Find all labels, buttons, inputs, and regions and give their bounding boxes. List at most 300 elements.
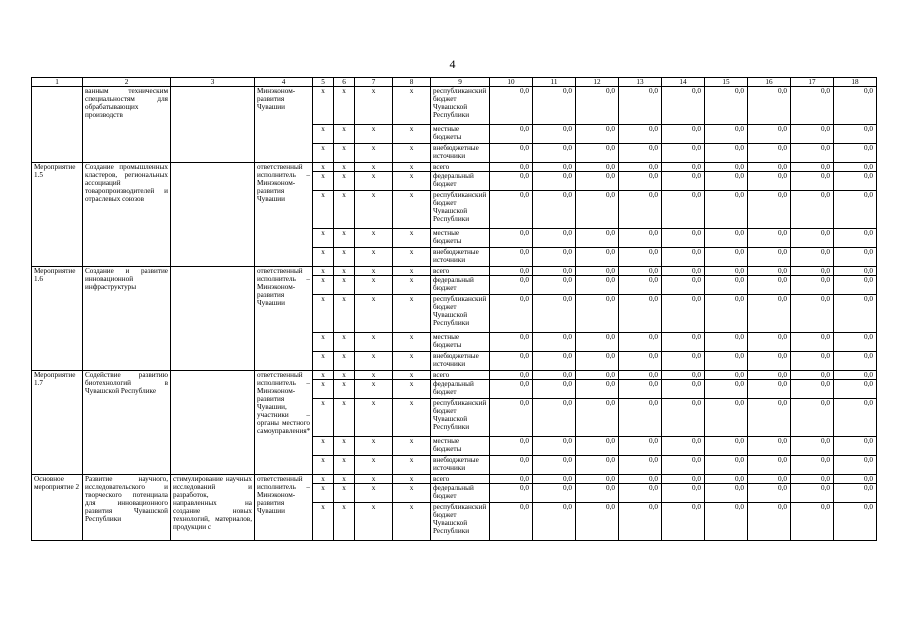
code-cell: x xyxy=(334,380,355,399)
value-cell: 0,0 xyxy=(791,276,834,295)
value-cell: 0,0 xyxy=(791,295,834,333)
value-cell: 0,0 xyxy=(662,475,705,484)
column-number-cell: 6 xyxy=(334,78,355,87)
value-cell: 0,0 xyxy=(576,267,619,276)
column-number-cell: 5 xyxy=(313,78,334,87)
code-cell: x xyxy=(313,484,334,503)
value-cell: 0,0 xyxy=(748,399,791,437)
value-cell: 0,0 xyxy=(533,276,576,295)
value-cell: 0,0 xyxy=(490,229,533,248)
code-cell: x xyxy=(313,475,334,484)
funding-source-cell: республиканский бюджет Чувашской Республики xyxy=(431,399,490,437)
value-cell: 0,0 xyxy=(705,163,748,172)
value-cell: 0,0 xyxy=(576,475,619,484)
value-cell: 0,0 xyxy=(533,437,576,456)
column-number-cell: 7 xyxy=(355,78,393,87)
value-cell: 0,0 xyxy=(533,87,576,125)
value-cell: 0,0 xyxy=(533,295,576,333)
column-number-cell: 10 xyxy=(490,78,533,87)
funding-source-cell: местные бюджеты xyxy=(431,229,490,248)
funding-source-cell: внебюджетные источники xyxy=(431,248,490,267)
code-cell: x xyxy=(393,371,431,380)
code-cell: x xyxy=(334,475,355,484)
funding-source-cell: внебюджетные источники xyxy=(431,352,490,371)
value-cell: 0,0 xyxy=(748,248,791,267)
value-cell: 0,0 xyxy=(834,248,877,267)
value-cell: 0,0 xyxy=(533,456,576,475)
column-number-cell: 18 xyxy=(834,78,877,87)
value-cell: 0,0 xyxy=(748,172,791,191)
value-cell: 0,0 xyxy=(490,437,533,456)
table-row xyxy=(32,163,877,172)
value-cell: 0,0 xyxy=(834,371,877,380)
value-cell: 0,0 xyxy=(705,267,748,276)
measure-name-cell: Создание и развитие инновационной инфраструктуры xyxy=(83,267,171,371)
value-cell: 0,0 xyxy=(619,333,662,352)
value-cell: 0,0 xyxy=(619,125,662,144)
funding-source-cell: всего xyxy=(431,267,490,276)
measure-label-cell: Мероприятие 1.5 xyxy=(32,163,83,267)
value-cell: 0,0 xyxy=(490,380,533,399)
funding-source-cell: внебюджетные источники xyxy=(431,144,490,163)
measure-goal-cell xyxy=(171,267,255,371)
code-cell: x xyxy=(313,295,334,333)
column-number-row xyxy=(32,78,877,87)
budget-table xyxy=(31,77,877,541)
value-cell: 0,0 xyxy=(533,191,576,229)
code-cell: x xyxy=(334,267,355,276)
code-cell: x xyxy=(355,456,393,475)
value-cell: 0,0 xyxy=(490,399,533,437)
value-cell: 0,0 xyxy=(619,380,662,399)
value-cell: 0,0 xyxy=(662,380,705,399)
value-cell: 0,0 xyxy=(533,399,576,437)
value-cell: 0,0 xyxy=(619,456,662,475)
code-cell: x xyxy=(355,352,393,371)
value-cell: 0,0 xyxy=(490,172,533,191)
value-cell: 0,0 xyxy=(834,144,877,163)
code-cell: x xyxy=(393,267,431,276)
code-cell: x xyxy=(393,352,431,371)
column-number-cell: 1 xyxy=(32,78,83,87)
measure-label-cell: Мероприятие 1.6 xyxy=(32,267,83,371)
value-cell: 0,0 xyxy=(791,172,834,191)
column-number-cell: 16 xyxy=(748,78,791,87)
value-cell: 0,0 xyxy=(748,503,791,541)
value-cell: 0,0 xyxy=(834,87,877,125)
value-cell: 0,0 xyxy=(748,456,791,475)
measure-label-cell: Мероприятие 1.7 xyxy=(32,371,83,475)
value-cell: 0,0 xyxy=(834,172,877,191)
value-cell: 0,0 xyxy=(748,276,791,295)
code-cell: x xyxy=(313,437,334,456)
table-row xyxy=(32,371,877,380)
value-cell: 0,0 xyxy=(490,475,533,484)
code-cell: x xyxy=(355,144,393,163)
value-cell: 0,0 xyxy=(834,333,877,352)
code-cell: x xyxy=(393,503,431,541)
code-cell: x xyxy=(334,87,355,125)
value-cell: 0,0 xyxy=(834,352,877,371)
value-cell: 0,0 xyxy=(490,352,533,371)
code-cell: x xyxy=(334,399,355,437)
table-row xyxy=(32,475,877,484)
value-cell: 0,0 xyxy=(533,267,576,276)
value-cell: 0,0 xyxy=(533,371,576,380)
value-cell: 0,0 xyxy=(748,437,791,456)
code-cell: x xyxy=(393,333,431,352)
funding-source-cell: республиканский бюджет Чувашской Республики xyxy=(431,503,490,541)
code-cell: x xyxy=(393,475,431,484)
code-cell: x xyxy=(313,333,334,352)
value-cell: 0,0 xyxy=(834,399,877,437)
value-cell: 0,0 xyxy=(490,144,533,163)
value-cell: 0,0 xyxy=(705,229,748,248)
value-cell: 0,0 xyxy=(576,125,619,144)
value-cell: 0,0 xyxy=(705,276,748,295)
value-cell: 0,0 xyxy=(576,276,619,295)
measure-name-cell: Создание промышленных кластеров, региональных ассоциаций товаропроизводителей и отраслевых союзов xyxy=(83,163,171,267)
value-cell: 0,0 xyxy=(834,276,877,295)
code-cell: x xyxy=(393,144,431,163)
column-number-cell: 11 xyxy=(533,78,576,87)
code-cell: x xyxy=(334,437,355,456)
value-cell: 0,0 xyxy=(834,503,877,541)
value-cell: 0,0 xyxy=(533,503,576,541)
code-cell: x xyxy=(355,503,393,541)
measure-goal-cell xyxy=(171,87,255,163)
value-cell: 0,0 xyxy=(576,456,619,475)
value-cell: 0,0 xyxy=(619,87,662,125)
value-cell: 0,0 xyxy=(748,371,791,380)
value-cell: 0,0 xyxy=(576,399,619,437)
value-cell: 0,0 xyxy=(705,352,748,371)
code-cell: x xyxy=(334,295,355,333)
value-cell: 0,0 xyxy=(662,267,705,276)
code-cell: x xyxy=(355,475,393,484)
code-cell: x xyxy=(355,267,393,276)
value-cell: 0,0 xyxy=(662,163,705,172)
value-cell: 0,0 xyxy=(705,333,748,352)
value-cell: 0,0 xyxy=(834,295,877,333)
column-number-cell: 9 xyxy=(431,78,490,87)
funding-source-cell: федеральный бюджет xyxy=(431,484,490,503)
responsible-cell: ответственный исполнитель – Минэконом-развития Чувашии xyxy=(255,475,313,541)
code-cell: x xyxy=(393,484,431,503)
code-cell: x xyxy=(313,191,334,229)
code-cell: x xyxy=(313,163,334,172)
code-cell: x xyxy=(313,125,334,144)
measure-name-cell: Развитие научного, исследовательского и творческого потенциала для инновационного развития Чувашской Республики xyxy=(83,475,171,541)
table-row xyxy=(32,87,877,125)
value-cell: 0,0 xyxy=(662,276,705,295)
value-cell: 0,0 xyxy=(791,333,834,352)
value-cell: 0,0 xyxy=(662,484,705,503)
value-cell: 0,0 xyxy=(619,144,662,163)
column-number-cell: 2 xyxy=(83,78,171,87)
value-cell: 0,0 xyxy=(662,295,705,333)
value-cell: 0,0 xyxy=(576,229,619,248)
code-cell: x xyxy=(393,276,431,295)
funding-source-cell: местные бюджеты xyxy=(431,125,490,144)
value-cell: 0,0 xyxy=(576,371,619,380)
value-cell: 0,0 xyxy=(834,437,877,456)
value-cell: 0,0 xyxy=(705,503,748,541)
code-cell: x xyxy=(355,87,393,125)
code-cell: x xyxy=(355,333,393,352)
value-cell: 0,0 xyxy=(619,248,662,267)
value-cell: 0,0 xyxy=(576,144,619,163)
value-cell: 0,0 xyxy=(619,437,662,456)
value-cell: 0,0 xyxy=(490,125,533,144)
value-cell: 0,0 xyxy=(490,267,533,276)
responsible-cell: ответственный исполнитель – Минэконом-развития Чувашии, участники – органы местного самоуправления* xyxy=(255,371,313,475)
value-cell: 0,0 xyxy=(619,172,662,191)
value-cell: 0,0 xyxy=(662,371,705,380)
code-cell: x xyxy=(334,371,355,380)
funding-source-cell: всего xyxy=(431,475,490,484)
code-cell: x xyxy=(393,172,431,191)
value-cell: 0,0 xyxy=(533,144,576,163)
value-cell: 0,0 xyxy=(791,484,834,503)
value-cell: 0,0 xyxy=(705,295,748,333)
code-cell: x xyxy=(334,191,355,229)
value-cell: 0,0 xyxy=(662,352,705,371)
value-cell: 0,0 xyxy=(533,229,576,248)
measure-label-cell: Основное мероприятие 2 xyxy=(32,475,83,541)
funding-source-cell: всего xyxy=(431,163,490,172)
column-number-cell: 3 xyxy=(171,78,255,87)
value-cell: 0,0 xyxy=(791,380,834,399)
value-cell: 0,0 xyxy=(662,333,705,352)
value-cell: 0,0 xyxy=(834,191,877,229)
value-cell: 0,0 xyxy=(619,503,662,541)
value-cell: 0,0 xyxy=(705,172,748,191)
value-cell: 0,0 xyxy=(748,229,791,248)
code-cell: x xyxy=(334,456,355,475)
code-cell: x xyxy=(313,248,334,267)
code-cell: x xyxy=(355,229,393,248)
value-cell: 0,0 xyxy=(791,229,834,248)
funding-source-cell: всего xyxy=(431,371,490,380)
value-cell: 0,0 xyxy=(533,172,576,191)
code-cell: x xyxy=(355,125,393,144)
column-number-cell: 8 xyxy=(393,78,431,87)
value-cell: 0,0 xyxy=(791,371,834,380)
value-cell: 0,0 xyxy=(662,172,705,191)
measure-label-cell xyxy=(32,87,83,163)
value-cell: 0,0 xyxy=(490,503,533,541)
value-cell: 0,0 xyxy=(662,229,705,248)
value-cell: 0,0 xyxy=(662,125,705,144)
code-cell: x xyxy=(334,172,355,191)
value-cell: 0,0 xyxy=(705,456,748,475)
code-cell: x xyxy=(355,248,393,267)
value-cell: 0,0 xyxy=(705,144,748,163)
value-cell: 0,0 xyxy=(791,456,834,475)
measure-name-cell: ванным техническим специальностям для обрабатывающих производств xyxy=(83,87,171,163)
value-cell: 0,0 xyxy=(662,144,705,163)
code-cell: x xyxy=(313,144,334,163)
responsible-cell: Минэконом-развития Чувашии xyxy=(255,87,313,163)
value-cell: 0,0 xyxy=(748,333,791,352)
measure-goal-cell xyxy=(171,163,255,267)
value-cell: 0,0 xyxy=(490,295,533,333)
funding-source-cell: внебюджетные источники xyxy=(431,456,490,475)
code-cell: x xyxy=(393,437,431,456)
code-cell: x xyxy=(313,87,334,125)
code-cell: x xyxy=(334,248,355,267)
value-cell: 0,0 xyxy=(619,191,662,229)
column-number-cell: 14 xyxy=(662,78,705,87)
value-cell: 0,0 xyxy=(576,172,619,191)
value-cell: 0,0 xyxy=(748,475,791,484)
value-cell: 0,0 xyxy=(705,484,748,503)
code-cell: x xyxy=(355,163,393,172)
value-cell: 0,0 xyxy=(791,144,834,163)
table-body xyxy=(32,78,877,541)
value-cell: 0,0 xyxy=(533,380,576,399)
value-cell: 0,0 xyxy=(490,484,533,503)
code-cell: x xyxy=(393,456,431,475)
value-cell: 0,0 xyxy=(791,248,834,267)
code-cell: x xyxy=(355,172,393,191)
value-cell: 0,0 xyxy=(576,484,619,503)
code-cell: x xyxy=(313,276,334,295)
code-cell: x xyxy=(393,87,431,125)
code-cell: x xyxy=(334,229,355,248)
value-cell: 0,0 xyxy=(533,333,576,352)
code-cell: x xyxy=(334,276,355,295)
funding-source-cell: федеральный бюджет xyxy=(431,380,490,399)
value-cell: 0,0 xyxy=(533,125,576,144)
code-cell: x xyxy=(393,191,431,229)
value-cell: 0,0 xyxy=(705,371,748,380)
value-cell: 0,0 xyxy=(705,399,748,437)
funding-source-cell: республиканский бюджет Чувашской Республики xyxy=(431,295,490,333)
value-cell: 0,0 xyxy=(748,484,791,503)
value-cell: 0,0 xyxy=(791,399,834,437)
code-cell: x xyxy=(313,371,334,380)
table-row xyxy=(32,267,877,276)
value-cell: 0,0 xyxy=(619,399,662,437)
value-cell: 0,0 xyxy=(705,437,748,456)
value-cell: 0,0 xyxy=(490,276,533,295)
value-cell: 0,0 xyxy=(748,125,791,144)
value-cell: 0,0 xyxy=(619,352,662,371)
value-cell: 0,0 xyxy=(662,87,705,125)
code-cell: x xyxy=(355,437,393,456)
value-cell: 0,0 xyxy=(834,475,877,484)
value-cell: 0,0 xyxy=(705,248,748,267)
funding-source-cell: местные бюджеты xyxy=(431,437,490,456)
value-cell: 0,0 xyxy=(619,484,662,503)
value-cell: 0,0 xyxy=(748,87,791,125)
column-number-cell: 15 xyxy=(705,78,748,87)
value-cell: 0,0 xyxy=(490,371,533,380)
value-cell: 0,0 xyxy=(576,191,619,229)
funding-source-cell: федеральный бюджет xyxy=(431,276,490,295)
value-cell: 0,0 xyxy=(619,229,662,248)
code-cell: x xyxy=(355,380,393,399)
value-cell: 0,0 xyxy=(748,295,791,333)
value-cell: 0,0 xyxy=(619,371,662,380)
value-cell: 0,0 xyxy=(748,380,791,399)
responsible-cell: ответственный исполнитель – Минэконом-развития Чувашии xyxy=(255,163,313,267)
measure-goal-cell: стимулирование научных исследований и разработок, направленных на создание новых технологий, материалов, продукции с xyxy=(171,475,255,541)
value-cell: 0,0 xyxy=(705,475,748,484)
value-cell: 0,0 xyxy=(662,437,705,456)
value-cell: 0,0 xyxy=(490,163,533,172)
value-cell: 0,0 xyxy=(791,163,834,172)
code-cell: x xyxy=(313,267,334,276)
value-cell: 0,0 xyxy=(834,380,877,399)
value-cell: 0,0 xyxy=(619,163,662,172)
value-cell: 0,0 xyxy=(490,248,533,267)
funding-source-cell: республиканский бюджет Чувашской Республики xyxy=(431,191,490,229)
code-cell: x xyxy=(355,371,393,380)
code-cell: x xyxy=(334,503,355,541)
code-cell: x xyxy=(334,125,355,144)
code-cell: x xyxy=(393,295,431,333)
value-cell: 0,0 xyxy=(834,229,877,248)
column-number-cell: 12 xyxy=(576,78,619,87)
value-cell: 0,0 xyxy=(619,276,662,295)
code-cell: x xyxy=(313,503,334,541)
column-number-cell: 4 xyxy=(255,78,313,87)
value-cell: 0,0 xyxy=(705,191,748,229)
measure-goal-cell xyxy=(171,371,255,475)
code-cell: x xyxy=(355,191,393,229)
code-cell: x xyxy=(313,352,334,371)
code-cell: x xyxy=(393,380,431,399)
value-cell: 0,0 xyxy=(490,87,533,125)
value-cell: 0,0 xyxy=(533,484,576,503)
funding-source-cell: местные бюджеты xyxy=(431,333,490,352)
value-cell: 0,0 xyxy=(533,475,576,484)
code-cell: x xyxy=(334,484,355,503)
value-cell: 0,0 xyxy=(662,191,705,229)
code-cell: x xyxy=(334,163,355,172)
value-cell: 0,0 xyxy=(748,352,791,371)
value-cell: 0,0 xyxy=(619,267,662,276)
funding-source-cell: федеральный бюджет xyxy=(431,172,490,191)
value-cell: 0,0 xyxy=(576,503,619,541)
value-cell: 0,0 xyxy=(576,380,619,399)
value-cell: 0,0 xyxy=(576,248,619,267)
value-cell: 0,0 xyxy=(834,456,877,475)
value-cell: 0,0 xyxy=(791,87,834,125)
code-cell: x xyxy=(313,399,334,437)
code-cell: x xyxy=(334,333,355,352)
code-cell: x xyxy=(393,125,431,144)
value-cell: 0,0 xyxy=(619,475,662,484)
funding-source-cell: республиканский бюджет Чувашской Республики xyxy=(431,87,490,125)
code-cell: x xyxy=(355,399,393,437)
code-cell: x xyxy=(334,352,355,371)
value-cell: 0,0 xyxy=(705,380,748,399)
code-cell: x xyxy=(393,399,431,437)
code-cell: x xyxy=(313,380,334,399)
measure-name-cell: Содействие развитию биотехнологий в Чувашской Республике xyxy=(83,371,171,475)
value-cell: 0,0 xyxy=(576,352,619,371)
value-cell: 0,0 xyxy=(705,125,748,144)
code-cell: x xyxy=(393,163,431,172)
value-cell: 0,0 xyxy=(490,333,533,352)
code-cell: x xyxy=(313,456,334,475)
value-cell: 0,0 xyxy=(619,295,662,333)
value-cell: 0,0 xyxy=(662,503,705,541)
